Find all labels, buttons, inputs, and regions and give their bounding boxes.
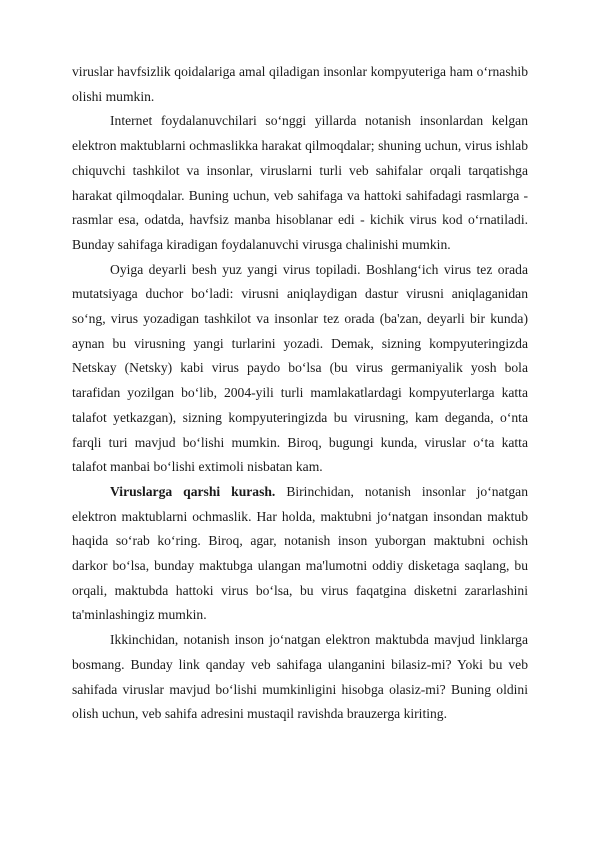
paragraph-virus-defense bbox=[72, 480, 528, 628]
paragraph-continuation: viruslar havfsizlik qoidalariga amal qiladigan insonlar kompyuteriga ham oʻrnashib olishi mumkin. bbox=[72, 64, 528, 104]
paragraph-internet-users: Internet foydalanuvchilari soʻnggi yillarda notanish insonlardan kelgan elektron maktublarni ochmaslikka harakat qilmoqdalar; shuning uchun, virus ishlab chiquvchi tashkilot va insonlar, viruslarni turli veb sahifalar orqali tarqatishga harakat qilmoqdalar. Buning uchun, veb sahifaga va hattoki sahifadagi rasmlarga - rasmlar esa, odatda, havfsiz manba hisoblanar edi - kichik virus kod oʻrnatiladi. Bunday sahifaga kiradigan foydalanuvchi virusga chalinishi mumkin. bbox=[72, 113, 528, 252]
paragraph-virus-mutation: Oyiga deyarli besh yuz yangi virus topiladi. Boshlangʻich virus tez orada mutatsiyaga duchor boʻladi: virusni aniqlaydigan dastur virusni aniqlaganidan soʻng, virus yozadigan tashkilot va insonlar tez orada (ba'zan, deyarli bir kunda) aynan bu virusning yangi turlarini yozadi. Demak, sizning kompyuteringizda Netskay (Netsky) kabi virus paydo boʻlsa (bu virus germaniyalik yosh bola tarafidan yozilgan boʻlib, 2004-yili turli mamlakatlardagi kompyuterlarga katta talafot yetkazgan), sizning kompyuteringizda bu virusning, kam deganda, oʻnta farqli turi mavjud boʻlishi mumkin. Biroq, bugungi kunda, viruslar oʻta katta talafot manbai boʻlishi extimoli nisbatan kam. bbox=[72, 261, 528, 475]
document-body bbox=[72, 60, 528, 727]
section-heading-virus-defense: Viruslarga qarshi kurash. bbox=[110, 483, 276, 499]
paragraph-virus-defense-text: Birinchidan, notanish insonlar joʻnatgan elektron maktublarni ochmaslik. Har holda, maktubni joʻnatgan insondan maktub haqida soʻrab koʻring. Biroq, agar, notanish inson yuborgan maktubni ochish darkor boʻlsa, bunday maktubga ulangan ma'lumotni oddiy disketaga saqlang, bu orqali, maktubda hattoki virus boʻlsa, bu virus faqatgina disketni zararlashini ta'minlashingiz mumkin. bbox=[72, 483, 528, 623]
paragraph-second-advice: Ikkinchidan, notanish inson joʻnatgan elektron maktubda mavjud linklarga bosmang. Bunday link qanday veb sahifaga ulanganini bilasiz-mi? Yoki bu veb sahifada viruslar mavjud boʻlishi mumkinligini hisobga olasiz-mi? Buning oldini olish uchun, veb sahifa adresini mustaqil ravishda brauzerga kiriting. bbox=[72, 632, 528, 722]
